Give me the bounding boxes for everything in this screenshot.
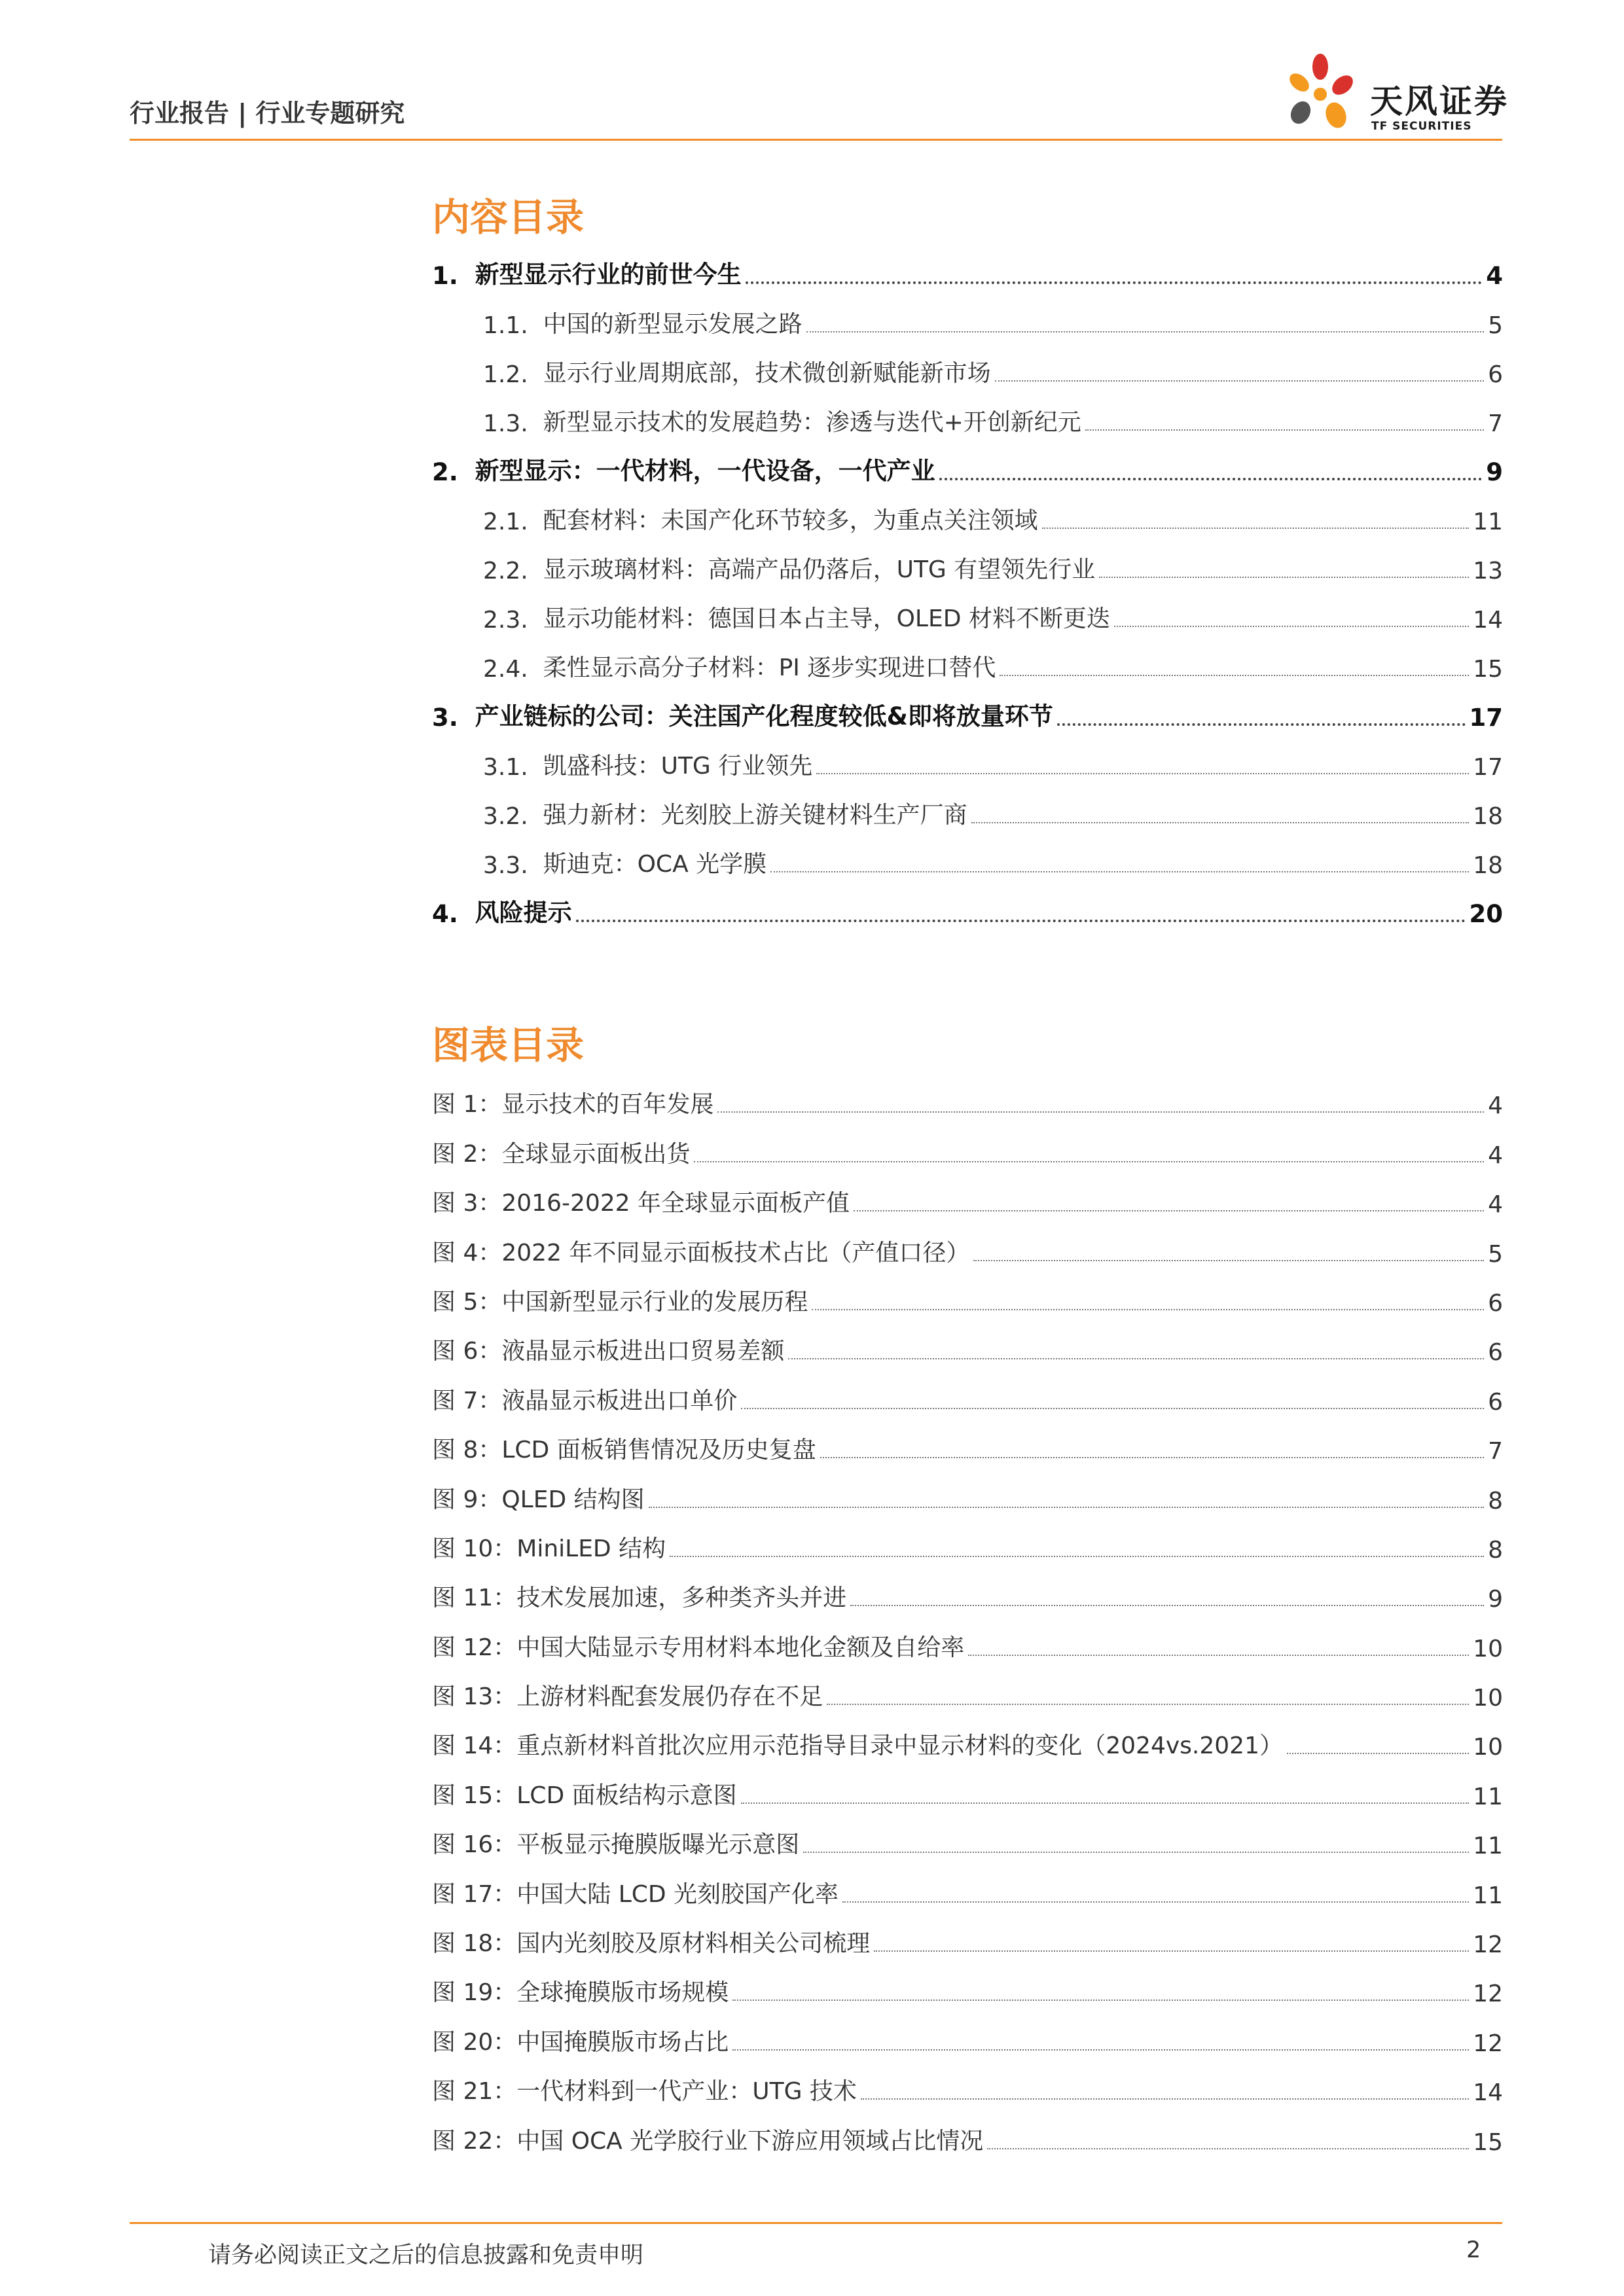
figure-dot-leader — [820, 1457, 1484, 1458]
figure-entry[interactable] — [432, 1570, 1503, 1619]
figure-entry-title: 图 9：QLED 结构图 — [432, 1486, 645, 1513]
toc-entry[interactable] — [432, 542, 1503, 591]
figure-entry-page: 6 — [1488, 1339, 1503, 1367]
figure-entry[interactable] — [432, 1669, 1503, 1718]
figure-entry-title: 图 10：MiniLED 结构 — [432, 1535, 666, 1562]
toc-entry-number: 1.1. — [483, 312, 543, 339]
header-divider — [130, 139, 1502, 141]
toc-entry-title: 配套材料：未国产化环节较多，为重点关注领域 — [543, 507, 1038, 534]
figure-entry-page: 4 — [1488, 1191, 1503, 1219]
figure-entry-title: 图 12：中国大陆显示专用材料本地化金额及自给率 — [432, 1634, 965, 1661]
figure-entry-title: 图 19：全球掩膜版市场规模 — [432, 1979, 729, 2007]
figure-entry-title: 图 22：中国 OCA 光学胶行业下游应用领域占比情况 — [432, 2127, 984, 2155]
figure-entry[interactable] — [432, 1521, 1503, 1570]
figure-entry[interactable] — [432, 2113, 1503, 2162]
figure-entry-title: 图 2：全球显示面板出货 — [432, 1140, 691, 1168]
toc-entry[interactable] — [432, 787, 1503, 836]
toc-dot-leader — [746, 281, 1483, 284]
toc-dot-leader — [1114, 626, 1469, 627]
footer-divider — [130, 2222, 1502, 2224]
figure-dot-leader — [694, 1161, 1484, 1162]
figure-entry[interactable] — [432, 1175, 1503, 1225]
figure-entry-title: 图 13：上游材料配套发展仍存在不足 — [432, 1683, 823, 1711]
figure-entry-title: 图 20：中国掩膜版市场占比 — [432, 2028, 729, 2056]
toc-dot-leader — [770, 871, 1469, 872]
toc-title: 内容目录 — [432, 195, 585, 240]
figure-entry[interactable] — [432, 1817, 1503, 1866]
figure-entry-title: 图 18：国内光刻胶及原材料相关公司梳理 — [432, 1930, 871, 1958]
toc-dot-leader — [576, 920, 1466, 922]
figure-entry-page: 14 — [1473, 2079, 1503, 2107]
toc-entry-page: 13 — [1473, 558, 1503, 584]
figure-dot-leader — [788, 1358, 1484, 1359]
toc-entry-number: 2.4. — [483, 656, 543, 683]
toc-entry[interactable] — [432, 296, 1503, 346]
figure-dot-leader — [732, 2049, 1469, 2051]
toc-entry[interactable] — [432, 886, 1503, 935]
figure-entry-title: 图 1：显示技术的百年发展 — [432, 1091, 714, 1119]
figure-entry-page: 8 — [1488, 1536, 1503, 1564]
toc-entry-page: 9 — [1486, 458, 1503, 486]
toc-entry-number: 3.3. — [483, 852, 543, 879]
figure-dot-leader — [717, 1111, 1484, 1113]
toc-entry[interactable] — [432, 689, 1503, 738]
figure-entry-title: 图 4：2022 年不同显示面板技术占比（产值口径） — [432, 1239, 970, 1266]
toc-entry[interactable] — [432, 395, 1503, 444]
toc-entry-number: 2. — [432, 458, 475, 486]
figure-entry-page: 10 — [1473, 1635, 1503, 1662]
toc-entry-number: 2.2. — [483, 558, 543, 584]
figure-entry-page: 12 — [1473, 1981, 1503, 2008]
figure-dot-leader — [741, 1803, 1470, 1804]
toc-entry[interactable] — [432, 640, 1503, 689]
toc-entry-title: 柔性显示高分子材料：PI 逐步实现进口替代 — [543, 655, 996, 681]
toc-entry-title: 风险提示 — [475, 899, 572, 927]
figure-entry-page: 11 — [1473, 1783, 1503, 1810]
toc-entry[interactable] — [432, 836, 1503, 886]
toc-entry-number: 4. — [432, 900, 475, 928]
toc-entry-page: 6 — [1488, 361, 1503, 388]
logo-chinese-name: 天风证券 — [1370, 82, 1509, 120]
figure-entry-title: 图 5：中国新型显示行业的发展历程 — [432, 1288, 808, 1316]
toc-entry-number: 2.1. — [483, 509, 543, 535]
toc-entry-title: 新型显示行业的前世今生 — [475, 260, 742, 289]
figure-dot-leader — [854, 1210, 1484, 1211]
figure-entry-page: 6 — [1488, 1289, 1503, 1317]
figure-entry-page: 10 — [1473, 1734, 1503, 1761]
report-category: 行业报告 | 行业专题研究 — [130, 99, 405, 128]
toc-entry[interactable] — [432, 493, 1503, 542]
toc-entry-title: 斯迪克：OCA 光学膜 — [543, 851, 767, 878]
figure-entry[interactable] — [432, 1225, 1503, 1274]
toc-list — [432, 247, 1503, 935]
figure-entry[interactable] — [432, 1965, 1503, 2014]
figure-entry[interactable] — [432, 1372, 1503, 1422]
figure-entry-page: 12 — [1473, 1931, 1503, 1959]
figure-dot-leader — [850, 1605, 1484, 1606]
toc-entry-title: 凯盛科技：UTG 行业领先 — [543, 753, 813, 780]
figure-entry-page: 11 — [1473, 1833, 1503, 1860]
toc-dot-leader — [1085, 429, 1484, 431]
figure-entry-title: 图 16：平板显示掩膜版曝光示意图 — [432, 1831, 800, 1859]
figure-dot-leader — [803, 1852, 1469, 1853]
page-number: 2 — [1466, 2237, 1481, 2263]
toc-entry-page: 17 — [1469, 704, 1503, 732]
toc-entry-number: 2.3. — [483, 607, 543, 634]
toc-entry-number: 3.1. — [483, 754, 543, 781]
toc-dot-leader — [1099, 577, 1469, 578]
toc-entry[interactable] — [432, 346, 1503, 395]
toc-entry-page: 14 — [1473, 607, 1503, 634]
figure-entry-title: 图 14：重点新材料首批次应用示范指导目录中显示材料的变化（2024vs.2021） — [432, 1732, 1283, 1760]
figure-entry-title: 图 8：LCD 面板销售情况及历史复盘 — [432, 1437, 816, 1464]
toc-entry-page: 7 — [1488, 410, 1503, 437]
figure-entry-page: 15 — [1473, 2128, 1503, 2156]
toc-entry-number: 3. — [432, 704, 475, 732]
toc-entry-title: 产业链标的公司：关注国产化程度较低&即将放量环节 — [475, 702, 1053, 730]
figure-entry-title: 图 15：LCD 面板结构示意图 — [432, 1782, 737, 1809]
toc-dot-leader — [971, 822, 1470, 823]
toc-dot-leader — [939, 478, 1483, 480]
figure-entry-page: 10 — [1473, 1685, 1503, 1712]
figure-entry-page: 5 — [1488, 1240, 1503, 1268]
figure-entry-title: 图 3：2016-2022 年全球显示面板产值 — [432, 1190, 850, 1217]
toc-entry-number: 1. — [432, 262, 475, 290]
flower-logo-icon — [1280, 52, 1365, 137]
figure-dot-leader — [861, 2098, 1469, 2100]
toc-entry-page: 5 — [1488, 312, 1503, 339]
figure-dot-leader — [732, 2000, 1469, 2001]
toc-dot-leader — [1000, 675, 1469, 676]
figure-entry[interactable] — [432, 1126, 1503, 1175]
figure-entry-page: 4 — [1488, 1092, 1503, 1120]
figure-entry-page: 9 — [1488, 1586, 1503, 1613]
toc-entry[interactable] — [432, 247, 1503, 296]
toc-entry-title: 新型显示技术的发展趋势：渗透与迭代+开创新纪元 — [543, 409, 1081, 436]
figure-dot-leader — [827, 1704, 1469, 1705]
footer-disclaimer: 请务必阅读正文之后的信息披露和免责申明 — [208, 2242, 644, 2269]
figure-entry[interactable] — [432, 1767, 1503, 1816]
figure-dot-leader — [973, 1260, 1484, 1261]
figure-entry[interactable] — [432, 1471, 1503, 1520]
toc-entry-page: 18 — [1473, 852, 1503, 879]
figure-dot-leader — [874, 1950, 1469, 1952]
figure-entry-title: 图 11：技术发展加速，多种类齐头并进 — [432, 1585, 847, 1612]
figure-entry-title: 图 6：液晶显示板进出口贸易差额 — [432, 1338, 785, 1365]
figure-entry[interactable] — [432, 1422, 1503, 1471]
figure-entry-title: 图 7：液晶显示板进出口单价 — [432, 1387, 738, 1414]
toc-entry-title: 显示功能材料：德国日本占主导，OLED 材料不断更迭 — [543, 605, 1110, 632]
figure-dot-leader — [649, 1507, 1484, 1508]
figure-entry[interactable] — [432, 1718, 1503, 1767]
toc-dot-leader — [1042, 528, 1470, 529]
figure-entry[interactable] — [432, 2064, 1503, 2113]
figure-dot-leader — [741, 1408, 1484, 1409]
toc-entry-page: 17 — [1473, 754, 1503, 781]
toc-entry-title: 显示玻璃材料：高端产品仍落后，UTG 有望领先行业 — [543, 556, 1096, 583]
figure-entry-title: 图 21：一代材料到一代产业：UTG 技术 — [432, 2078, 857, 2106]
toc-dot-leader — [816, 773, 1469, 774]
figure-entry[interactable] — [432, 2014, 1503, 2063]
figure-dot-leader — [987, 2148, 1469, 2149]
toc-entry-title: 新型显示：一代材料，一代设备，一代产业 — [475, 457, 935, 485]
figure-entry-title: 图 17：中国大陆 LCD 光刻胶国产化率 — [432, 1880, 839, 1908]
figure-dot-leader — [1287, 1753, 1469, 1754]
toc-entry-page: 11 — [1473, 509, 1503, 535]
toc-entry-title: 强力新材：光刻胶上游关键材料生产厂商 — [543, 802, 967, 829]
figure-dot-leader — [812, 1309, 1484, 1310]
figure-dot-leader — [842, 1901, 1469, 1903]
figure-entry[interactable] — [432, 1916, 1503, 1965]
figure-entry[interactable] — [432, 1274, 1503, 1323]
figure-list-title: 图表目录 — [432, 1023, 585, 1067]
figure-entry-page: 11 — [1473, 1882, 1503, 1909]
toc-entry-title: 中国的新型显示发展之路 — [543, 311, 803, 338]
toc-entry-number: 1.3. — [483, 410, 543, 437]
toc-dot-leader — [995, 380, 1484, 382]
figure-entry[interactable] — [432, 1077, 1503, 1126]
toc-entry-page: 15 — [1473, 656, 1503, 683]
toc-entry-title: 显示行业周期底部，技术微创新赋能新市场 — [543, 360, 991, 387]
figure-dot-leader — [968, 1655, 1469, 1656]
toc-entry-number: 1.2. — [483, 361, 543, 388]
figure-list — [432, 1077, 1503, 2162]
figure-entry-page: 7 — [1488, 1438, 1503, 1465]
figure-dot-leader — [670, 1556, 1484, 1557]
toc-entry-page: 18 — [1473, 803, 1503, 830]
figure-entry-page: 6 — [1488, 1388, 1503, 1416]
figure-entry[interactable] — [432, 1619, 1503, 1668]
figure-entry-page: 4 — [1488, 1141, 1503, 1169]
toc-dot-leader — [1057, 723, 1466, 726]
company-logo — [1280, 52, 1515, 137]
toc-entry[interactable] — [432, 591, 1503, 640]
toc-entry[interactable] — [432, 738, 1503, 787]
figure-entry[interactable] — [432, 1323, 1503, 1372]
figure-entry[interactable] — [432, 1866, 1503, 1915]
toc-entry-number: 3.2. — [483, 803, 543, 830]
toc-entry[interactable] — [432, 444, 1503, 493]
toc-dot-leader — [806, 331, 1484, 332]
figure-entry-page: 12 — [1473, 2030, 1503, 2057]
figure-entry-page: 8 — [1488, 1487, 1503, 1515]
toc-entry-page: 20 — [1469, 900, 1503, 928]
toc-entry-page: 4 — [1486, 262, 1503, 290]
logo-english-name: TF SECURITIES — [1371, 120, 1472, 133]
